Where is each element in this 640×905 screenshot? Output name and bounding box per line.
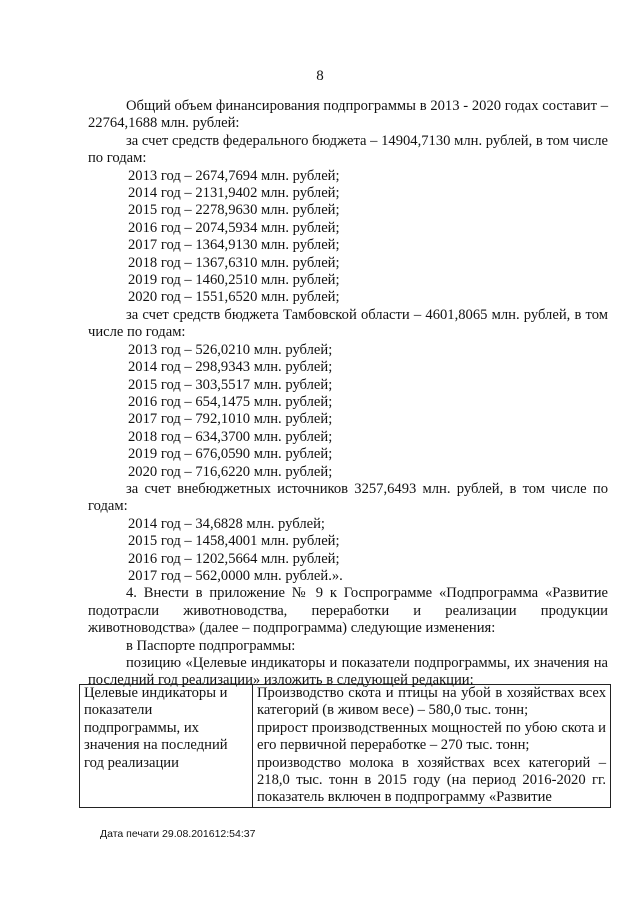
position-paragraph: позицию «Целевые индикаторы и показатели подпрограммы, их значения на последний год реализации» изложить в следующей редакции:: [88, 655, 608, 689]
regional-year-item: 2020 год – 716,6220 млн. рублей;: [128, 463, 333, 480]
federal-year-item: 2015 год – 2278,9630 млн. рублей;: [128, 202, 340, 219]
regional-year-item: 2019 год – 676,0590 млн. рублей;: [128, 446, 333, 463]
passport-paragraph: в Паспорте подпрограммы:: [126, 637, 296, 654]
item-4-paragraph: 4. Внести в приложение № 9 к Госпрограмме «Подпрограмма «Развитие подотрасли животноводства, переработки и реализации продукции животноводства» (далее – подпрограмма) следующие изменения:: [88, 585, 608, 637]
regional-year-item: 2018 год – 634,3700 млн. рублей;: [128, 428, 333, 445]
table-row: [80, 685, 611, 808]
regional-years-list: [88, 342, 608, 481]
federal-year-item: 2014 год – 2131,9402 млн. рублей;: [128, 185, 340, 202]
offbudget-year-item: 2016 год – 1202,5664 млн. рублей;: [128, 550, 340, 567]
federal-year-item: 2020 год – 1551,6520 млн. рублей;: [128, 289, 340, 306]
federal-year-item: 2017 год – 1364,9130 млн. рублей;: [128, 237, 340, 254]
federal-years-list: [88, 168, 608, 307]
indicator-value: прирост производственных мощностей по убою скота и его первичной переработке – 270 тыс. тонн;: [257, 719, 606, 754]
offbudget-heading: за счет внебюджетных источников 3257,6493 млн. рублей, в том числе по годам:: [88, 480, 608, 515]
indicator-value: производство молока в хозяйствах всех категорий – 218,0 тыс. тонн в 2015 году (на период 2016-2020 гг. показатель включен в подпрограмму «Развитие: [257, 754, 606, 806]
offbudget-year-item: 2017 год – 562,0000 млн. рублей.».: [128, 567, 343, 584]
regional-year-item: 2014 год – 298,9343 млн. рублей;: [128, 359, 333, 376]
federal-year-item: 2013 год – 2674,7694 млн. рублей;: [128, 167, 340, 184]
federal-year-item: 2019 год – 1460,2510 млн. рублей;: [128, 272, 340, 289]
regional-year-item: 2015 год – 303,5517 млн. рублей;: [128, 376, 333, 393]
offbudget-years-list: [88, 516, 608, 586]
offbudget-year-item: 2015 год – 1458,4001 млн. рублей;: [128, 533, 340, 550]
indicator-label-cell: Целевые индикаторы и показатели подпрограммы, их значения на последний год реализации: [80, 685, 253, 808]
regional-year-item: 2016 год – 654,1475 млн. рублей;: [128, 393, 333, 410]
document-body: [88, 98, 608, 690]
print-date: Дата печати 29.08.201612:54:37: [100, 828, 256, 840]
indicators-table: [79, 684, 611, 808]
intro-paragraph: Общий объем финансирования подпрограммы в 2013 - 2020 годах составит – 22764,1688 млн. рублей:: [88, 98, 608, 132]
offbudget-year-item: 2014 год – 34,6828 млн. рублей;: [128, 515, 325, 532]
regional-year-item: 2017 год – 792,1010 млн. рублей;: [128, 411, 333, 428]
indicator-values-cell: [253, 685, 611, 808]
indicator-value: Производство скота и птицы на убой в хозяйствах всех категорий (в живом весе) – 580,0 тыс. тонн;: [257, 685, 606, 719]
federal-year-item: 2018 год – 1367,6310 млн. рублей;: [128, 254, 340, 271]
federal-year-item: 2016 год – 2074,5934 млн. рублей;: [128, 219, 340, 236]
regional-heading: за счет средств бюджета Тамбовской области – 4601,8065 млн. рублей, в том числе по годам:: [88, 306, 608, 341]
regional-year-item: 2013 год – 526,0210 млн. рублей;: [128, 341, 333, 358]
page-number: 8: [316, 68, 324, 84]
federal-heading: за счет средств федерального бюджета – 14904,7130 млн. рублей, в том числе по годам:: [88, 132, 608, 167]
